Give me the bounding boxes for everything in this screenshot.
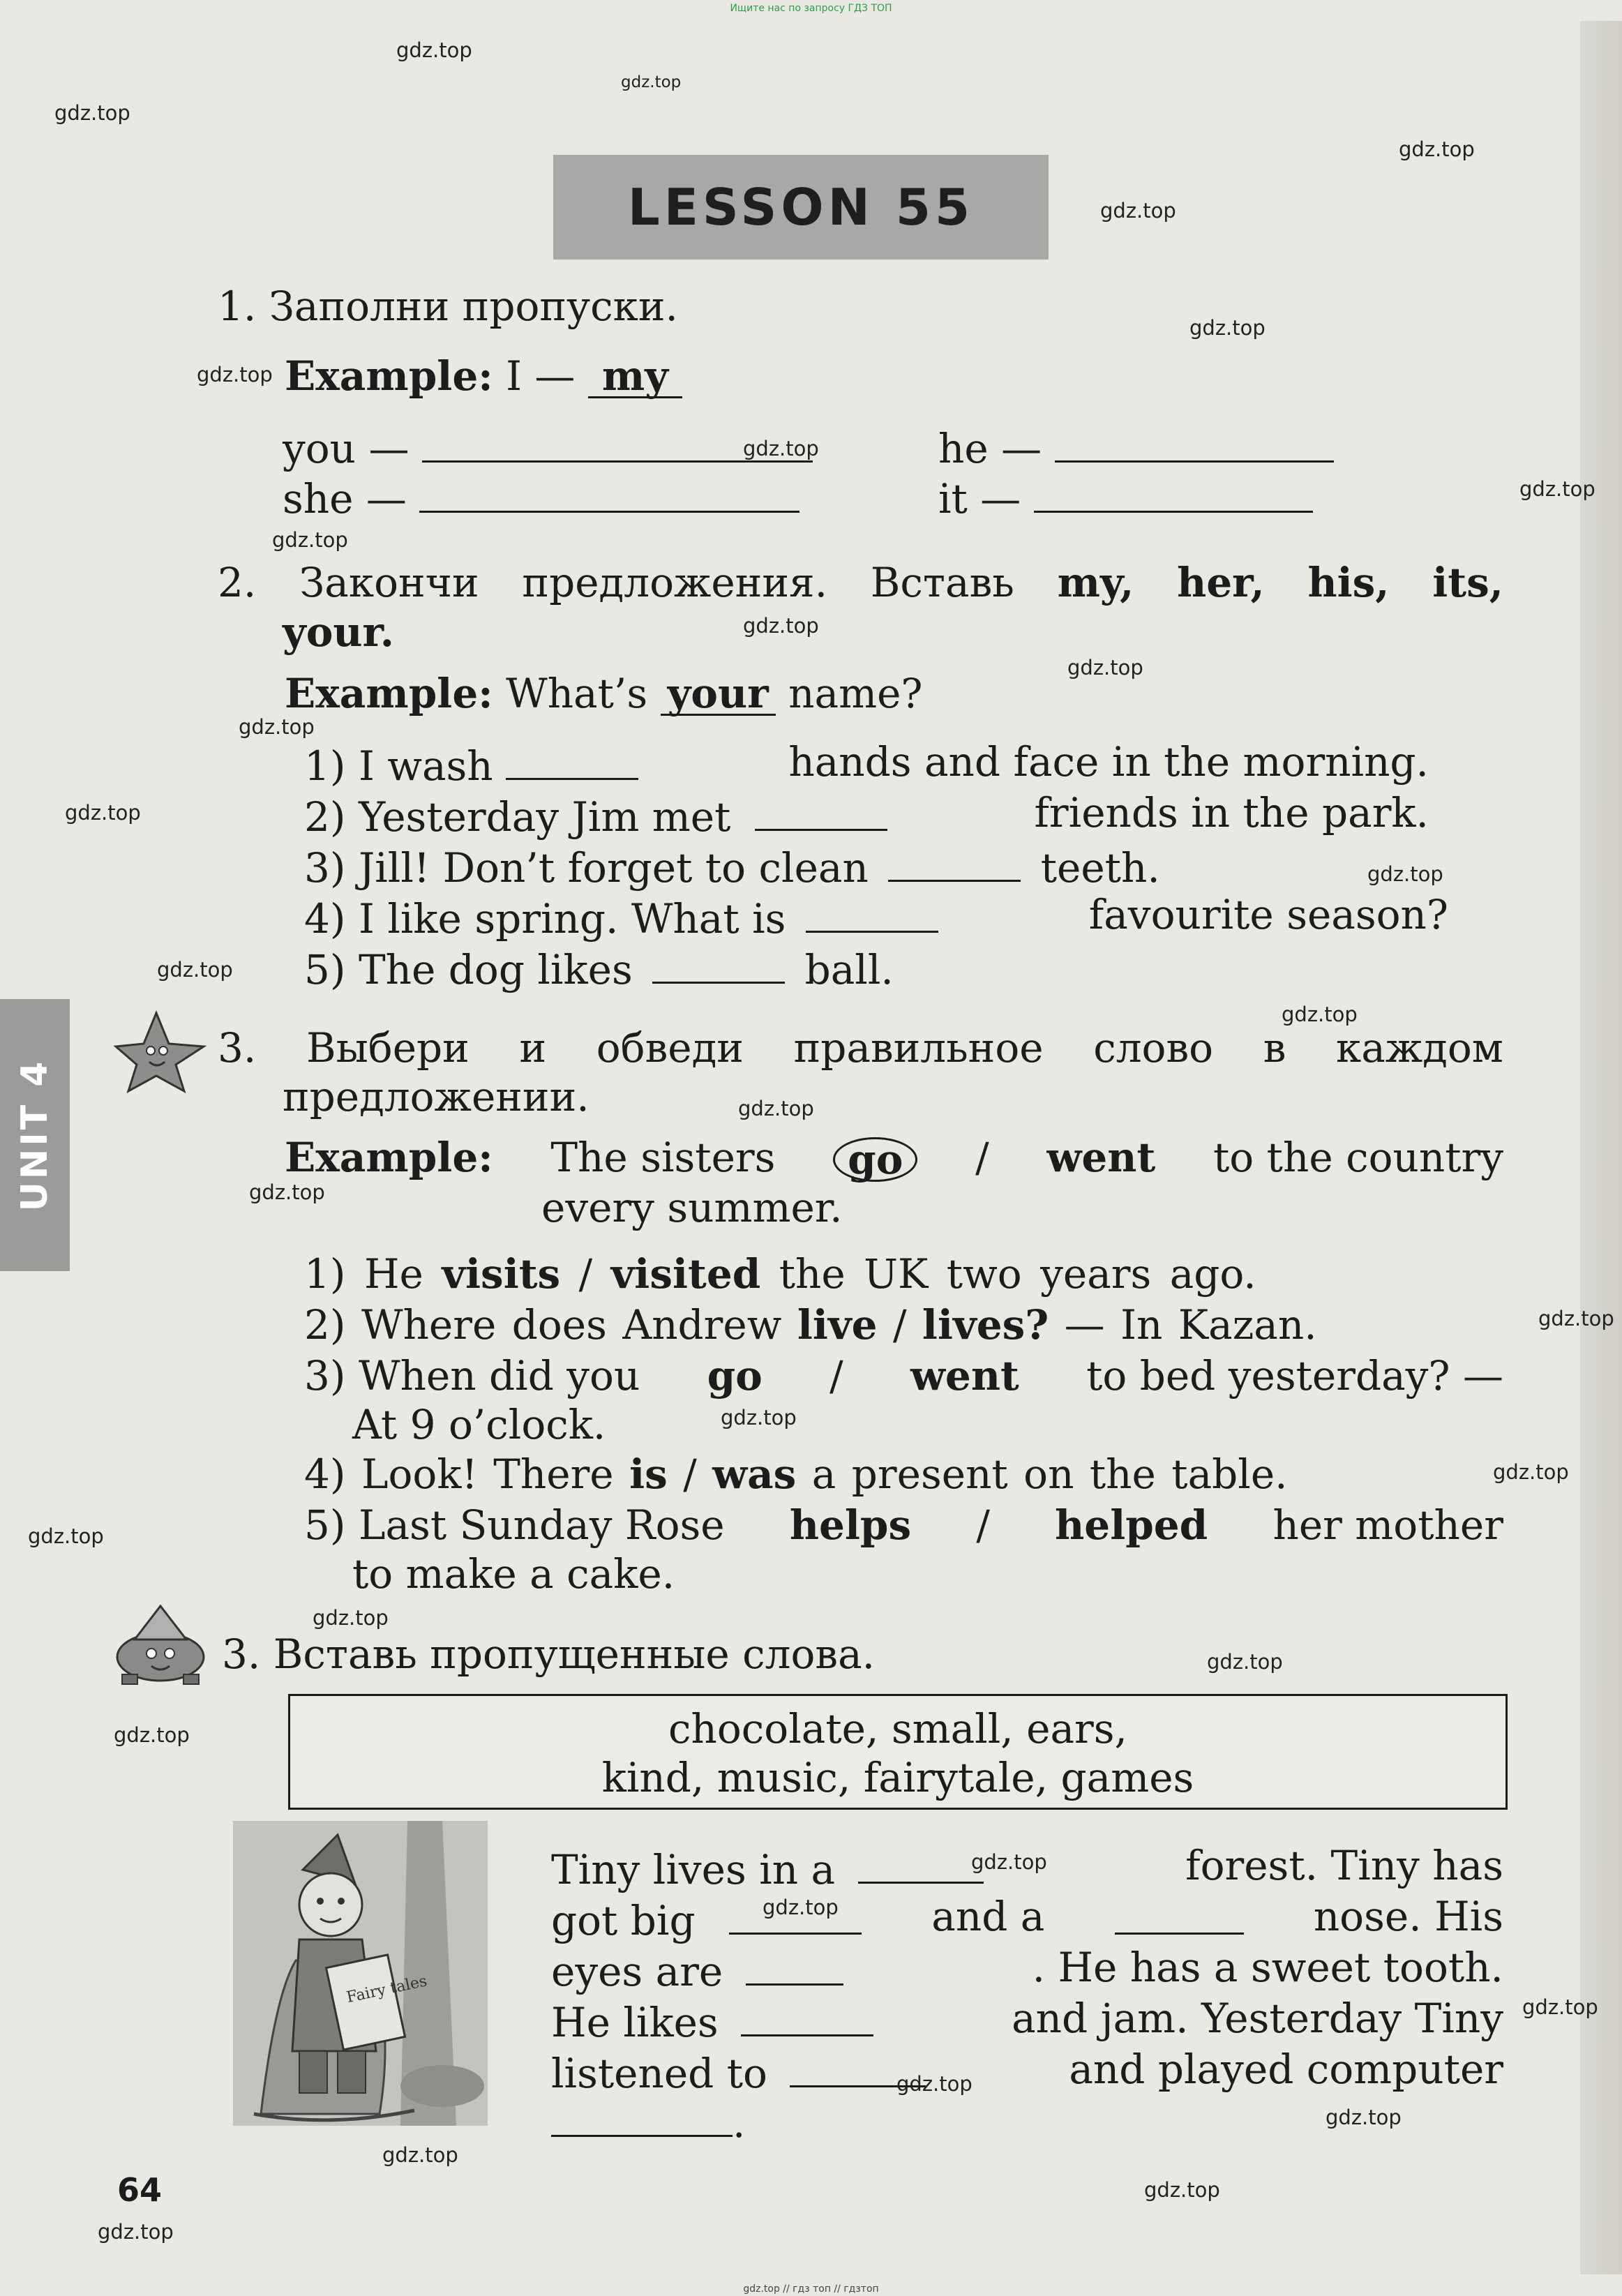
ex3a-option[interactable]: is: [629, 1450, 668, 1498]
ex3a-text: her mother: [1272, 1501, 1503, 1549]
ex3b-text: eyes are: [551, 1948, 723, 1995]
watermark: gdz.top: [239, 715, 315, 739]
ex3a-title-line1: [218, 1024, 1503, 1072]
ex2-option: his,: [1307, 559, 1390, 606]
ex3b-text: and played computer: [1069, 2046, 1503, 2093]
ex3b-blank-3[interactable]: [1115, 1896, 1244, 1935]
ex3a-option[interactable]: visits: [442, 1250, 561, 1298]
ex3a-word: слово: [1093, 1024, 1214, 1072]
ex2-word: Закончи: [299, 559, 479, 606]
gnome-reading-illustration: [233, 1821, 488, 2126]
ex3a-sentence-5: [304, 1501, 1503, 1549]
ex2-example: [285, 670, 923, 717]
watermark: gdz.top: [197, 363, 273, 387]
ex2-item-4-blank[interactable]: [806, 894, 938, 933]
watermark: gdz.top: [272, 528, 348, 552]
watermark: gdz.top: [1399, 137, 1475, 161]
ex2-item-1-blank[interactable]: [506, 742, 638, 780]
watermark: gdz.top: [114, 1723, 190, 1747]
ex3a-sep: /: [578, 1250, 593, 1298]
ex3a-example-alt: went: [1046, 1134, 1156, 1181]
watermark: gdz.top: [1519, 477, 1595, 501]
ex3b-blank-2[interactable]: [729, 1896, 862, 1935]
ex3a-option[interactable]: lives?: [922, 1301, 1049, 1349]
ex3b-text: and a: [931, 1893, 1045, 1940]
ex3a-example-pre: The sisters: [550, 1134, 776, 1181]
ex3b-text: listened to: [551, 2050, 767, 2097]
ex1-she-blank[interactable]: [419, 474, 799, 513]
watermark: gdz.top: [1189, 316, 1266, 340]
watermark: gdz.top: [1067, 656, 1143, 680]
ex3b-line-6: [551, 2099, 746, 2147]
ex3a-text: 5) Last Sunday Rose: [304, 1501, 725, 1549]
ex3a-option[interactable]: was: [712, 1450, 797, 1498]
watermark: gdz.top: [54, 101, 130, 125]
ex1-example: [285, 352, 682, 400]
ex2-option: its,: [1432, 559, 1503, 606]
star-character-icon: [113, 1010, 207, 1094]
ex3b-text: nose. His: [1313, 1893, 1503, 1940]
ex3b-blank-5[interactable]: [741, 1998, 873, 2036]
ex1-he: [938, 424, 1334, 472]
word-bank-line-2: kind, music, fairytale, games: [601, 1754, 1194, 1801]
ex2-item-3: [304, 843, 1160, 892]
lesson-title-box: [553, 155, 1049, 260]
ex3b-text: . He has a sweet tooth.: [1032, 1944, 1503, 1991]
watermark: gdz.top: [1493, 1460, 1569, 1484]
ex1-she-label: she —: [283, 475, 407, 523]
ex3a-text: — In Kazan.: [1064, 1301, 1317, 1349]
watermark: gdz.top: [98, 2220, 174, 2244]
ex3b-blank-1[interactable]: [858, 1845, 984, 1884]
ex2-example-pre: What’s: [506, 670, 648, 717]
bottom-note: gdz.top // гдз топ // гдзтоп: [743, 2283, 879, 2295]
watermark: gdz.top: [157, 958, 233, 982]
ex2-item-text: teeth.: [1040, 844, 1160, 892]
watermark: gdz.top: [65, 801, 141, 825]
ex3a-sep: /: [892, 1301, 907, 1349]
ex3a-title-line2: предложении.: [283, 1073, 590, 1120]
ex3a-example-line2: every summer.: [541, 1184, 843, 1231]
ex2-item-text: hands and face in the morning.: [788, 738, 1429, 786]
example-label: Example:: [285, 352, 493, 400]
ex1-you: [283, 424, 813, 472]
ex3a-sentence-1: [304, 1250, 1256, 1298]
ex3b-blank-6[interactable]: [790, 2049, 926, 2087]
ex3a-text: 3) When did you: [304, 1352, 640, 1400]
ex2-item-2-blank[interactable]: [755, 793, 887, 831]
ex3a-word: и: [519, 1024, 547, 1072]
ex3a-text: to bed yesterday? —: [1086, 1352, 1503, 1400]
ex3a-sep: /: [829, 1352, 843, 1400]
unit-tab-label: UNIT 4: [14, 1058, 56, 1212]
ex3b-title: 3. Вставь пропущенные слова.: [222, 1630, 876, 1678]
ex2-title-line2: your.: [283, 608, 394, 656]
ex3b-text: Tiny lives in a: [551, 1846, 836, 1893]
ex2-item-text: 1) I wash: [304, 742, 493, 790]
watermark: gdz.top: [896, 2072, 973, 2096]
ex3a-sentence-5-line2: to make a cake.: [352, 1550, 675, 1598]
ex3b-line-5: [551, 2046, 1503, 2097]
ex2-word: Вставь: [870, 559, 1014, 606]
ex3a-sentence-4: [304, 1450, 1288, 1498]
ex2-item-text: 3) Jill! Don’t forget to clean: [304, 844, 869, 892]
ex3a-word: обведи: [596, 1024, 744, 1072]
watermark: gdz.top: [738, 1097, 814, 1120]
ex3a-text: 4) Look! There: [304, 1450, 614, 1498]
ex3a-option[interactable]: live: [797, 1301, 878, 1349]
ex3b-blank-7[interactable]: [551, 2099, 733, 2137]
ex3b-text: got big: [551, 1897, 696, 1944]
ex3a-word: Выбери: [306, 1024, 470, 1072]
ex1-example-word: I —: [506, 352, 576, 400]
ex3a-option[interactable]: go: [707, 1352, 763, 1400]
ex3a-sentence-3: [304, 1352, 1503, 1400]
ex2-item-3-blank[interactable]: [888, 843, 1021, 882]
watermark: gdz.top: [971, 1850, 1047, 1874]
ex2-word: предложения.: [522, 559, 828, 606]
example-label: Example:: [285, 670, 493, 717]
watermark: gdz.top: [1282, 1003, 1358, 1026]
ex3b-text: .: [733, 2099, 746, 2147]
ex3a-word: каждом: [1335, 1024, 1503, 1072]
unit-tab: [0, 999, 70, 1271]
ex2-item-text: 4) I like spring. What is: [304, 895, 786, 943]
lesson-title: LESSON 55: [627, 178, 975, 237]
ex3a-option[interactable]: went: [910, 1352, 1019, 1400]
page-number: 64: [117, 2171, 163, 2209]
ex1-it-label: it —: [938, 475, 1021, 523]
watermark: gdz.top: [1367, 862, 1443, 886]
ex3b-line-2: [551, 1893, 1503, 1944]
ex1-it: [938, 474, 1313, 523]
ex3b-text: forest. Tiny has: [1185, 1842, 1503, 1889]
watermark: gdz.top: [621, 73, 682, 91]
ex2-item-5: [304, 945, 894, 993]
ex3a-word: 3.: [218, 1024, 257, 1072]
ex1-she: [283, 474, 799, 523]
ex2-item-1: [304, 738, 1429, 790]
ex1-it-blank[interactable]: [1034, 474, 1313, 513]
ex2-item-4: [304, 891, 1448, 943]
ex2-word: 2.: [218, 559, 257, 606]
ex3b-line-4: [551, 1995, 1503, 2046]
ex3a-sep: /: [683, 1450, 697, 1498]
ex2-item-text: 2) Yesterday Jim met: [304, 793, 731, 841]
page-binding-edge: [1580, 21, 1622, 2274]
watermark: gdz.top: [743, 437, 819, 460]
ex2-option: her,: [1177, 559, 1265, 606]
ex3b-text: and jam. Yesterday Tiny: [1012, 1995, 1503, 2042]
watermark: gdz.top: [1522, 1995, 1598, 2019]
ex3a-sentence-3-line2: At 9 o’clock.: [352, 1401, 606, 1448]
ex3a-text: the UK two years ago.: [779, 1250, 1256, 1298]
watermark: gdz.top: [1100, 199, 1176, 223]
watermark: gdz.top: [313, 1606, 389, 1630]
ex2-item-text: friends in the park.: [1034, 789, 1429, 836]
watermark: gdz.top: [396, 38, 472, 62]
ex3a-word: в: [1263, 1024, 1286, 1072]
ex2-example-answer: your: [661, 673, 776, 716]
ex1-you-blank[interactable]: [422, 424, 813, 463]
ex3a-sentence-2: [304, 1301, 1317, 1349]
ex3a-example-post: to the country: [1213, 1134, 1503, 1181]
ex3a-word: правильное: [793, 1024, 1044, 1072]
watermark: gdz.top: [28, 1524, 104, 1548]
ex1-you-label: you —: [283, 425, 410, 472]
ex2-item-text: favourite season?: [1088, 891, 1448, 938]
watermark: gdz.top: [1207, 1650, 1283, 1674]
ex3a-text: 2) Where does Andrew: [304, 1301, 782, 1349]
ex3b-line-1: [551, 1842, 1503, 1893]
watermark: gdz.top: [1538, 1307, 1614, 1330]
ex1-he-blank[interactable]: [1055, 424, 1334, 463]
ex3a-text: 1) He: [304, 1250, 423, 1298]
ex2-item-5-blank[interactable]: [652, 945, 785, 984]
ex3a-example: [285, 1134, 1503, 1183]
watermark: gdz.top: [1326, 2106, 1402, 2129]
ex3a-option[interactable]: visited: [610, 1250, 761, 1298]
ex3a-sep: /: [976, 1501, 990, 1549]
word-bank-line-1: chocolate, small, ears,: [668, 1705, 1127, 1753]
ex2-item-2: [304, 789, 1429, 841]
tortoise-character-icon: [108, 1598, 213, 1688]
ex3a-option[interactable]: helped: [1055, 1501, 1208, 1549]
top-search-note: Ищите нас по запросу ГДЗ ТОП: [730, 3, 892, 14]
example-label: Example:: [285, 1134, 493, 1181]
word-bank-box: [288, 1694, 1508, 1810]
ex2-example-post: name?: [788, 670, 923, 717]
ex3a-sep: /: [975, 1134, 989, 1181]
ex3b-line-3: [551, 1944, 1503, 1995]
ex1-example-answer: my: [588, 356, 682, 398]
ex2-item-text: ball.: [804, 946, 894, 993]
watermark: gdz.top: [721, 1406, 797, 1430]
watermark: gdz.top: [743, 614, 819, 638]
watermark: gdz.top: [763, 1896, 839, 1919]
ex3b-text: He likes: [551, 1999, 719, 2046]
ex1-he-label: he —: [938, 425, 1042, 472]
ex3a-option[interactable]: helps: [789, 1501, 912, 1549]
watermark: gdz.top: [249, 1180, 325, 1204]
book-label: Fairy tales: [345, 1972, 429, 2007]
ex3b-blank-4[interactable]: [746, 1947, 843, 1986]
ex2-option: my,: [1057, 559, 1134, 606]
watermark: gdz.top: [1144, 2178, 1220, 2202]
ex2-item-text: 5) The dog likes: [304, 946, 633, 993]
watermark: gdz.top: [382, 2143, 458, 2167]
ex3a-text: a present on the table.: [811, 1450, 1288, 1498]
ex3a-example-circled: go: [833, 1137, 917, 1182]
ex2-title-line1: [218, 559, 1503, 606]
ex1-title: 1. Заполни пропуски.: [218, 283, 678, 330]
